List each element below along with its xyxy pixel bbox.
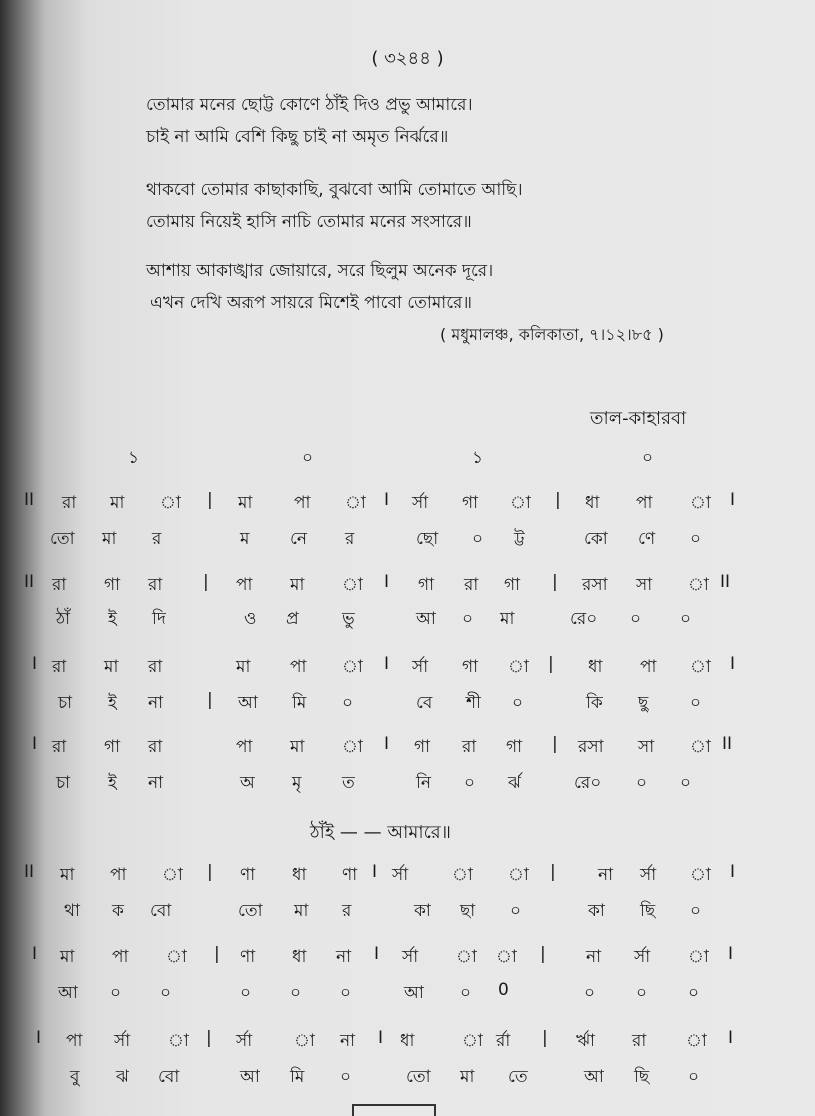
- notation-cell: আ: [238, 693, 258, 713]
- composition-credit: ( মধুমালঞ্চ, কলিকাতা, ৭।১২।৮৫ ): [440, 325, 664, 344]
- verse-line-3: থাকবো তোমার কাছাকাছি, বুঝবো আমি তোমাতে আছি।: [146, 180, 523, 200]
- swara-row: [0, 654, 815, 684]
- lyric-row: [0, 770, 815, 800]
- notation-cell: পা: [112, 947, 129, 967]
- notation-cell: দি: [152, 609, 166, 629]
- notation-cell: া: [294, 1031, 315, 1051]
- notation-cell: া: [508, 865, 529, 885]
- notation-cell: আ: [240, 1067, 260, 1087]
- notation-cell: গা: [104, 575, 121, 595]
- notation-cell: ০: [680, 609, 692, 629]
- notation-cell: র্ঋা: [576, 1031, 595, 1051]
- notation-cell: ০: [690, 529, 702, 549]
- notation-cell: II: [24, 572, 35, 592]
- notation-cell: রা: [52, 657, 67, 677]
- notation-cell: ই: [108, 773, 117, 793]
- notation-cell: রে০: [570, 609, 598, 629]
- notation-cell: া: [160, 493, 181, 513]
- notation-cell: মা: [460, 1067, 475, 1087]
- notation-cell: I: [730, 654, 736, 674]
- page-number: ( ৩২৪৪ ): [371, 48, 444, 69]
- beat-marker: ০: [642, 448, 654, 468]
- notation-cell: ণা: [240, 865, 256, 885]
- notation-cell: রসা: [578, 737, 604, 757]
- notation-cell: গা: [462, 493, 479, 513]
- notation-cell: বো: [158, 1067, 180, 1087]
- notation-cell: I: [378, 1028, 384, 1048]
- notation-cell: ধা: [585, 493, 600, 513]
- notation-cell: রা: [462, 737, 477, 757]
- notation-cell: ০: [512, 693, 524, 713]
- notation-cell: ট্ট: [514, 529, 525, 549]
- notation-cell: পা: [110, 865, 127, 885]
- notation-cell: া: [688, 947, 709, 967]
- notation-cell: I: [372, 862, 378, 882]
- notation-cell: II: [722, 734, 733, 754]
- verse-line-2: চাই না আমি বেশি কিছু চাই না অমৃত নির্ঝরে॥: [146, 127, 449, 147]
- notation-cell: পা: [640, 657, 657, 677]
- notation-cell: রা: [52, 575, 67, 595]
- notation-cell: মি: [292, 693, 307, 713]
- swara-row: [0, 734, 815, 764]
- notation-cell: ০: [472, 529, 484, 549]
- notation-cell: 0: [498, 980, 509, 1000]
- notation-cell: া: [342, 657, 363, 677]
- notation-cell: র্সা: [114, 1031, 131, 1051]
- notation-cell: ভু: [342, 609, 355, 629]
- notation-cell: া: [508, 657, 529, 677]
- notation-cell: I: [384, 490, 390, 510]
- notation-cell: ঠাঁ: [56, 609, 71, 629]
- swara-row: [0, 572, 815, 602]
- notation-cell: ছি: [634, 1067, 650, 1087]
- notation-cell: ম: [240, 529, 250, 549]
- notation-cell: ছি: [640, 901, 656, 921]
- notation-cell: ত: [342, 773, 355, 793]
- notation-cell: আ: [416, 609, 436, 629]
- notation-cell: |: [550, 862, 556, 882]
- notation-cell: বে: [416, 693, 433, 713]
- notation-cell: না: [148, 693, 164, 713]
- notation-cell: ণে: [638, 529, 656, 549]
- notation-cell: মা: [102, 529, 117, 549]
- notation-cell: ০: [690, 901, 702, 921]
- swara-row: [0, 490, 815, 520]
- refrain-line: ঠাঁই — — আমারে॥: [310, 822, 451, 843]
- notation-cell: রা: [148, 737, 163, 757]
- verse-line-5: আশায় আকাঙ্খার জোয়ারে, সরে ছিলুম অনেক দূরে।: [146, 261, 494, 281]
- notation-cell: I: [36, 1028, 42, 1048]
- notation-cell: কা: [414, 901, 431, 921]
- notation-cell: গা: [504, 575, 521, 595]
- notation-cell: I: [32, 654, 38, 674]
- notation-cell: রা: [52, 737, 67, 757]
- notation-cell: ছু: [638, 693, 649, 713]
- notation-cell: া: [342, 575, 363, 595]
- notation-cell: I: [730, 490, 736, 510]
- notation-cell: রা: [464, 575, 479, 595]
- notation-cell: ০: [688, 1067, 700, 1087]
- notation-cell: বো: [150, 901, 172, 921]
- notation-cell: ০: [340, 983, 352, 1003]
- notation-cell: I: [728, 944, 734, 964]
- notation-cell: ছা: [460, 901, 476, 921]
- notation-cell: া: [510, 493, 531, 513]
- notation-cell: ০: [240, 983, 252, 1003]
- notation-cell: |: [203, 572, 209, 592]
- notation-cell: ০: [636, 983, 648, 1003]
- notation-cell: র: [342, 901, 352, 921]
- notation-cell: ই: [108, 693, 117, 713]
- notation-cell: মা: [290, 737, 305, 757]
- notation-cell: আ: [584, 1067, 604, 1087]
- notation-cell: I: [730, 862, 736, 882]
- notation-cell: গা: [506, 737, 523, 757]
- notation-cell: ধা: [292, 947, 307, 967]
- notation-cell: ০: [584, 983, 596, 1003]
- verse-line-4: তোমায় নিয়েই হাসি নাচি তোমার মনের সংসারে॥: [146, 212, 472, 232]
- notation-cell: মা: [236, 657, 251, 677]
- notation-cell: I: [384, 572, 390, 592]
- notation-cell: মা: [500, 609, 515, 629]
- notation-cell: রসা: [582, 575, 608, 595]
- notation-cell: গা: [104, 737, 121, 757]
- lyric-row: [0, 526, 815, 556]
- lyric-row: [0, 690, 815, 720]
- notation-cell: ০: [160, 983, 172, 1003]
- notation-cell: পা: [636, 493, 653, 513]
- notation-cell: তো: [238, 901, 263, 921]
- notation-cell: া: [462, 1031, 483, 1051]
- notation-cell: রে০: [574, 773, 602, 793]
- swara-row: [0, 1028, 815, 1058]
- notation-cell: তো: [406, 1067, 431, 1087]
- tala-label: তাল-কাহারবা: [590, 408, 687, 429]
- notation-cell: না: [336, 947, 352, 967]
- beat-marker: ১: [472, 448, 484, 468]
- notation-cell: র্সা: [392, 865, 409, 885]
- notation-cell: তো: [50, 529, 75, 549]
- notation-cell: ধা: [400, 1031, 415, 1051]
- beat-marker: ০: [302, 448, 314, 468]
- notation-cell: রা: [632, 1031, 647, 1051]
- notation-cell: I: [32, 734, 38, 754]
- notation-cell: রা: [62, 493, 77, 513]
- notation-cell: ও: [244, 609, 257, 629]
- notation-cell: ০: [340, 1067, 352, 1087]
- notation-cell: া: [342, 737, 363, 757]
- notation-cell: ণা: [342, 865, 358, 885]
- notation-cell: ০: [690, 693, 702, 713]
- notation-cell: া: [690, 657, 711, 677]
- lyric-row: [0, 898, 815, 928]
- notation-cell: I: [32, 944, 38, 964]
- notation-cell: পা: [236, 737, 253, 757]
- beat-markers: [0, 445, 815, 475]
- notation-cell: II: [24, 862, 35, 882]
- notation-cell: |: [207, 490, 213, 510]
- notation-cell: |: [552, 734, 558, 754]
- notation-cell: র্সা: [236, 1031, 253, 1051]
- verse-line-6: এখন দেখি অরূপ সায়রে মিশেই পাবো তোমারে॥: [150, 293, 472, 313]
- notation-cell: আ: [404, 983, 424, 1003]
- notation-cell: া: [686, 1031, 707, 1051]
- notation-cell: া: [496, 947, 517, 967]
- notation-cell: সা: [636, 575, 653, 595]
- notation-cell: গা: [414, 737, 431, 757]
- bottom-bracket-mark: [352, 1104, 436, 1116]
- notation-cell: |: [207, 862, 213, 882]
- notation-cell: ০: [464, 773, 476, 793]
- notation-cell: মা: [104, 657, 119, 677]
- notation-cell: ০: [510, 901, 522, 921]
- notation-cell: না: [598, 865, 614, 885]
- notation-cell: ০: [460, 983, 472, 1003]
- notation-cell: II: [24, 490, 35, 510]
- notation-cell: নে: [290, 529, 308, 549]
- notation-cell: মা: [290, 575, 305, 595]
- notation-cell: া: [168, 1031, 189, 1051]
- notation-cell: া: [690, 865, 711, 885]
- notation-cell: |: [214, 944, 220, 964]
- notation-cell: ০: [680, 773, 692, 793]
- notation-cell: |: [542, 1028, 548, 1048]
- notation-cell: া: [456, 947, 477, 967]
- notation-cell: চা: [58, 693, 73, 713]
- lyric-row: [0, 980, 815, 1010]
- notation-cell: ছো: [416, 529, 439, 549]
- notation-cell: ০: [290, 983, 302, 1003]
- notation-cell: |: [555, 490, 561, 510]
- notation-cell: মৃ: [292, 773, 302, 793]
- notation-cell: ০: [462, 609, 474, 629]
- notation-cell: পা: [236, 575, 253, 595]
- notation-cell: না: [586, 947, 602, 967]
- notation-cell: ০: [688, 983, 700, 1003]
- notation-cell: ধা: [292, 865, 307, 885]
- notation-cell: গা: [418, 575, 435, 595]
- notation-cell: I: [374, 944, 380, 964]
- notation-cell: ধা: [588, 657, 603, 677]
- notation-cell: ০: [342, 693, 354, 713]
- notation-cell: কা: [588, 901, 605, 921]
- notation-cell: র্ঝ: [508, 773, 521, 793]
- notation-cell: মা: [60, 865, 75, 885]
- notation-cell: র: [345, 529, 355, 549]
- notation-cell: রা: [148, 657, 163, 677]
- notation-cell: া: [452, 865, 473, 885]
- notation-cell: র্সা: [402, 947, 419, 967]
- notation-cell: নি: [416, 773, 432, 793]
- notation-cell: ক: [112, 901, 124, 921]
- notation-cell: র্সা: [412, 493, 429, 513]
- notation-cell: মা: [238, 493, 253, 513]
- notation-cell: আ: [58, 983, 78, 1003]
- notation-cell: া: [690, 493, 711, 513]
- notation-cell: থা: [64, 901, 80, 921]
- notation-cell: ঝ: [116, 1067, 129, 1087]
- notation-cell: ০: [630, 609, 642, 629]
- notation-cell: |: [540, 944, 546, 964]
- notation-cell: সা: [638, 737, 655, 757]
- notation-cell: র: [152, 529, 162, 549]
- notation-cell: চা: [56, 773, 71, 793]
- notation-cell: |: [552, 572, 558, 592]
- swara-row: [0, 944, 815, 974]
- notation-cell: ০: [110, 983, 122, 1003]
- lyric-row: [0, 606, 815, 636]
- notation-cell: ই: [108, 609, 117, 629]
- notation-cell: কো: [584, 529, 608, 549]
- notation-cell: পা: [294, 493, 311, 513]
- notation-cell: না: [340, 1031, 356, 1051]
- notation-cell: র্রা: [496, 1031, 511, 1051]
- notation-cell: র্সা: [412, 657, 429, 677]
- notation-cell: পা: [290, 657, 307, 677]
- notation-cell: রা: [148, 575, 163, 595]
- notation-cell: বু: [70, 1067, 80, 1087]
- notation-cell: পা: [66, 1031, 83, 1051]
- notation-cell: া: [345, 493, 366, 513]
- notation-cell: অ: [240, 773, 255, 793]
- beat-marker: ১: [128, 448, 140, 468]
- notation-cell: I: [384, 654, 390, 674]
- notation-cell: মা: [110, 493, 125, 513]
- notation-cell: গা: [462, 657, 479, 677]
- notation-cell: |: [207, 690, 213, 710]
- notation-cell: শী: [466, 693, 481, 713]
- notation-cell: |: [548, 654, 554, 674]
- notation-cell: I: [384, 734, 390, 754]
- notation-cell: া: [162, 865, 183, 885]
- notation-cell: া: [688, 575, 709, 595]
- notation-cell: তে: [508, 1067, 528, 1087]
- notation-cell: মা: [294, 901, 309, 921]
- notation-cell: া: [166, 947, 187, 967]
- notation-cell: II: [720, 572, 731, 592]
- notation-cell: মি: [290, 1067, 305, 1087]
- notation-cell: র্সা: [640, 865, 657, 885]
- notation-cell: মা: [60, 947, 75, 967]
- notation-cell: |: [206, 1028, 212, 1048]
- notation-cell: া: [690, 737, 711, 757]
- notation-cell: ণা: [240, 947, 256, 967]
- notation-cell: র্সা: [634, 947, 651, 967]
- verse-line-1: তোমার মনের ছোট্ট কোণে ঠাঁই দিও প্রভু আমারে।: [146, 95, 473, 115]
- notation-cell: I: [728, 1028, 734, 1048]
- notation-cell: কি: [586, 693, 603, 713]
- notation-cell: না: [148, 773, 164, 793]
- lyric-row: [0, 1064, 815, 1094]
- notation-cell: ০: [636, 773, 648, 793]
- notation-cell: প্র: [286, 609, 299, 629]
- swara-row: [0, 862, 815, 892]
